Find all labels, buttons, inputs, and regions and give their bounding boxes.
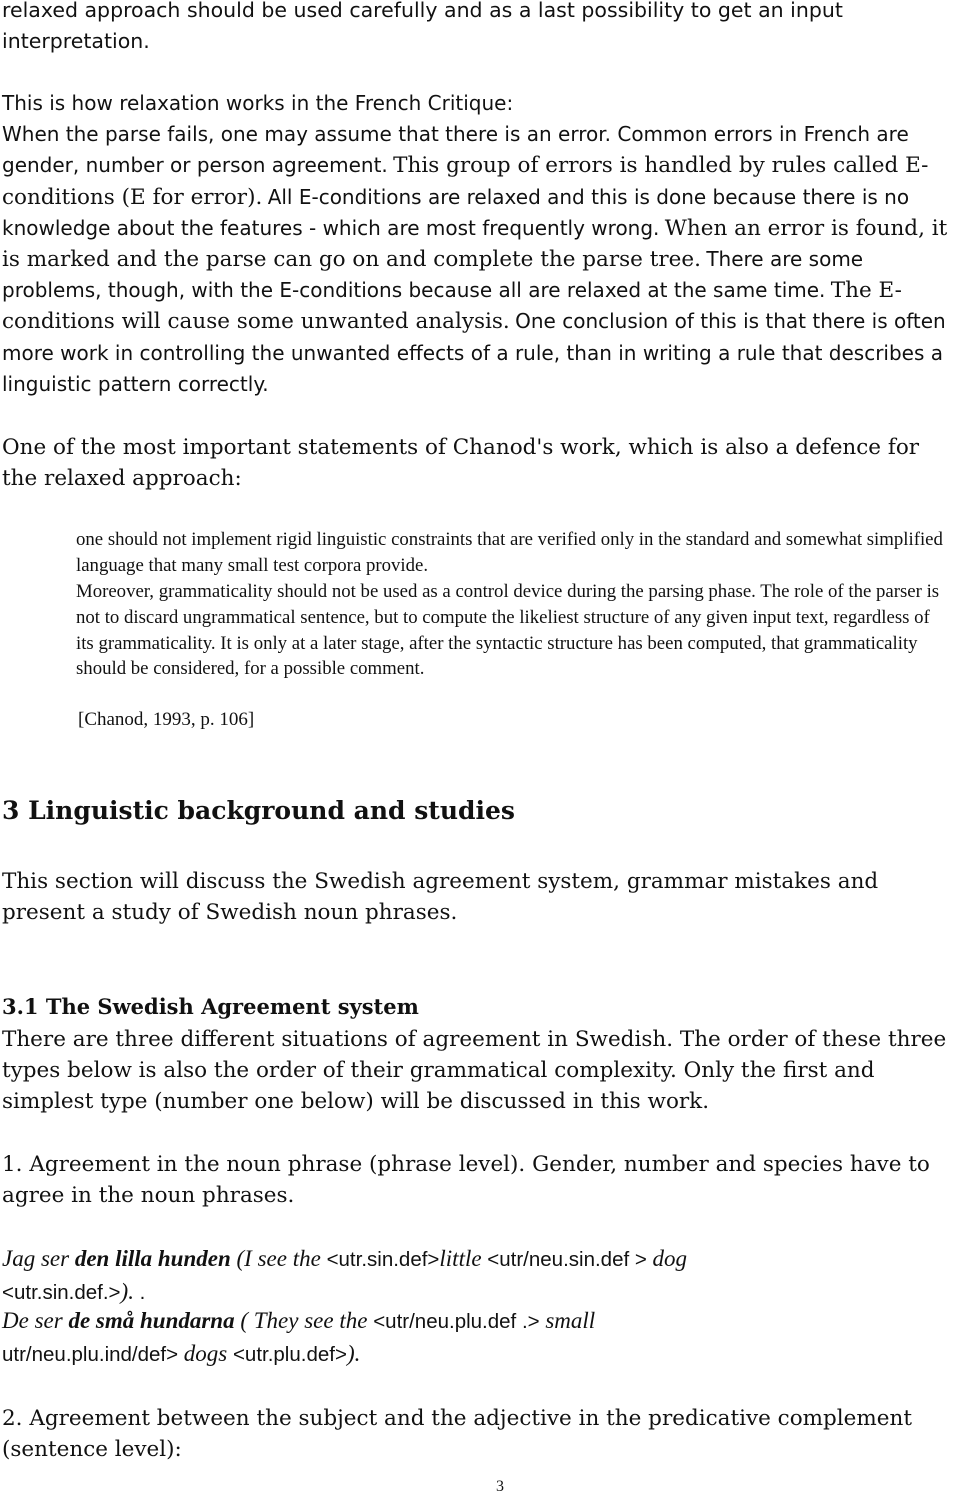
example-tag: <utr.plu.def> [227,1342,347,1366]
text-span: All E-conditions are relaxed and this is done because there is no knowledge about the features - which are most frequently wrong. [2,184,910,240]
example-tag: <utr/neu.plu.def .> [373,1310,546,1333]
example-1 [2,1243,952,1308]
text-span: One conclusion of this is that there is often more work in controlling the unwanted effects of a rule, than in writing a rule that describes a linguistic pattern correctly. [2,309,946,396]
example-tag: <utr/neu.sin.def > [481,1248,653,1271]
example-2 [2,1305,952,1370]
list-item-1: 1. Agreement in the noun phrase (phrase level). Gender, number and species have to agree in the noun phrases. [2,1152,930,1209]
text-span: This is how relaxation works in the French Critique: [2,91,514,115]
example-tag: <utr.sin.def> [326,1248,440,1271]
quote-line-1: one should not implement rigid linguistic constraints that are verified only in the standard and somewhat simplified language that many small test corpora provide. [76,529,943,576]
example-text: dogs [183,1340,228,1366]
example-text: (I see the [230,1246,327,1271]
paragraph-french-critique [2,88,958,400]
example-text: Jag ser [2,1246,75,1271]
example-tag: <utr.sin.def.> [2,1280,121,1304]
example-phrase: de små hundarna [68,1308,235,1333]
page-number: 3 [496,1478,504,1495]
text-span: This group of errors is handled by rules called E-conditions (E for error). [2,153,929,210]
paragraph-intro-continuation: relaxed approach should be used carefully and as a last possibility to get an input interpretation. [2,0,843,54]
quote-citation: [Chanod, 1993, p. 106] [78,709,255,730]
section-3-1-paragraph: There are three different situations of agreement in Swedish. The order of these three types below is also the order of their grammatical complexity. Only the first and simplest type (number one below) will be discussed in this work. [2,1027,947,1115]
example-tag: utr/neu.plu.ind/def> [2,1342,184,1366]
example-text: small [545,1308,596,1333]
example-text: ). [120,1278,134,1304]
list-item-2: 2. Agreement between the subject and the adjective in the predicative complement (sentence level): [2,1406,913,1463]
section-heading-3-1: 3.1 The Swedish Agreement system [2,994,419,1019]
example-tag: . [133,1280,146,1304]
paragraph-chanod-intro: One of the most important statements of Chanod's work, which is also a defence for the relaxed approach: [2,435,920,492]
text-span: When the parse fails, one may assume that there is an error. Common errors in French are gender, number or person agreement. [2,122,909,178]
example-text: dog [652,1246,688,1271]
quote-line-2: Moreover, grammaticality should not be used as a control device during the parsing phase. The role of the parser is not to discard ungrammatical sentence, but to compute the likeliest structure of any given input text, regardless of its grammaticality. It is only at a later stage, after the syntactic structure has been computed, that grammaticality should be considered, for a possible comment. [76,581,940,680]
example-text: ( They see the [234,1308,374,1333]
section-3-intro: This section will discuss the Swedish agreement system, grammar mistakes and present a study of Swedish noun phrases. [2,869,879,926]
example-text: little [439,1246,482,1271]
section-heading-3: 3 Linguistic background and studies [2,796,515,825]
text-span: When an error is found, it is marked and the parse can go on and complete the parse tree. [2,215,948,273]
example-text: De ser [2,1308,69,1333]
example-phrase: den lilla hunden [74,1246,231,1271]
example-text: ). [346,1340,361,1366]
text-span: There are some problems, though, with the E-conditions because all are relaxed at the same time. [2,247,864,303]
text-span: The E-conditions will cause some unwanted analysis. [2,278,902,335]
